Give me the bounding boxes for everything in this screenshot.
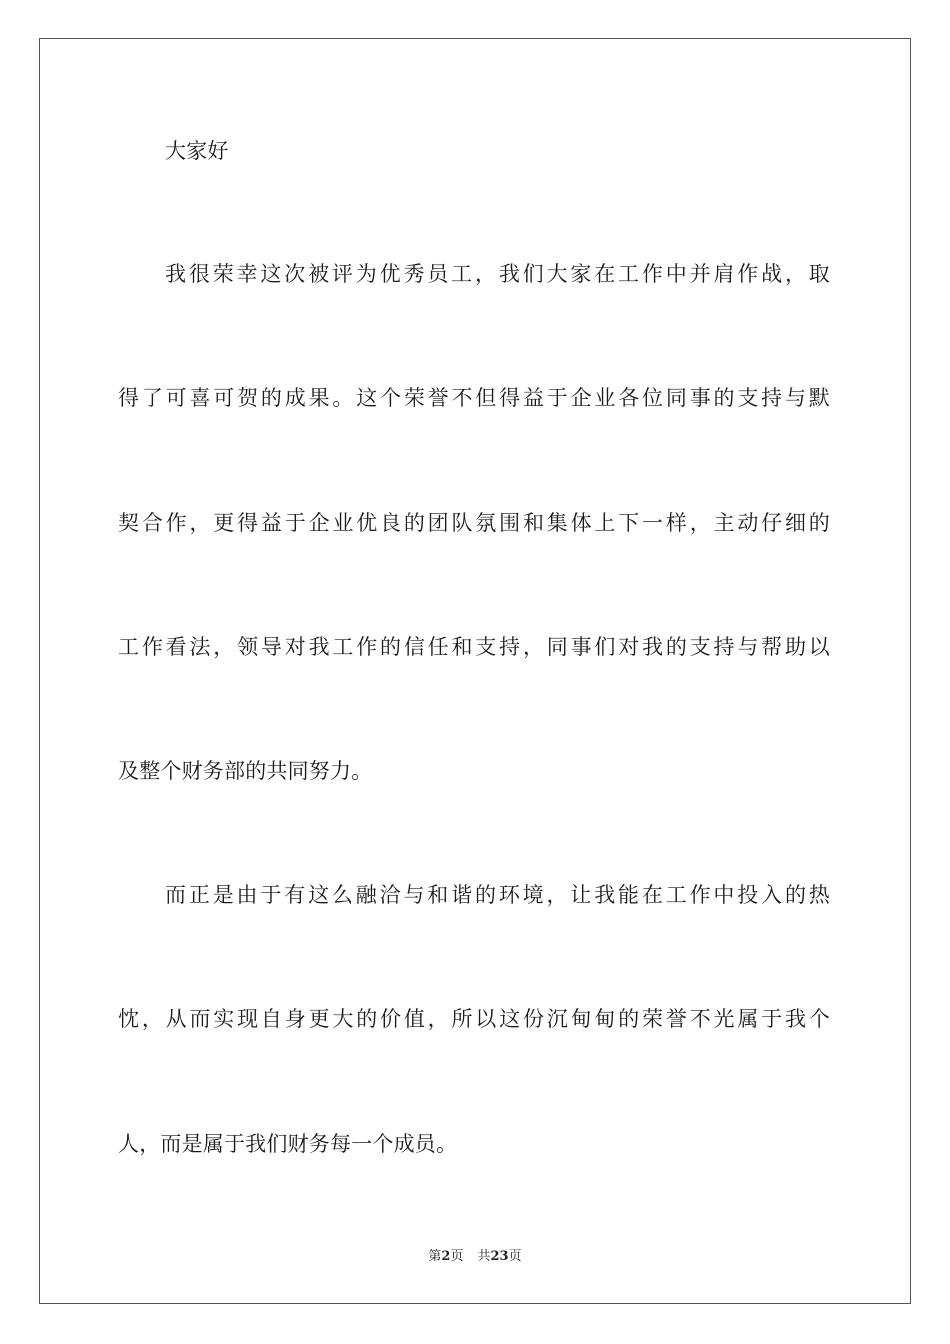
paragraph-1-line-1: 我很荣幸这次被评为优秀员工，我们大家在工作中并肩作战，取	[165, 262, 830, 286]
paragraph-1-line-2: 得了可喜可贺的成果。这个荣誉不但得益于企业各位同事的支持与默	[118, 386, 830, 410]
greeting: 大家好	[165, 139, 229, 163]
paragraph-2-line-2: 忱，从而实现自身更大的价值，所以这份沉甸甸的荣誉不光属于我个	[118, 1007, 830, 1031]
footer-total-prefix: 共	[477, 1249, 491, 1264]
paragraph-1-line-3: 契合作，更得益于企业优良的团队氛围和集体上下一样，主动仔细的	[118, 511, 830, 535]
paragraph-1-line-4: 工作看法，领导对我工作的信任和支持，同事们对我的支持与帮助以	[118, 635, 830, 659]
paragraph-2-line-1: 而正是由于有这么融洽与和谐的环境，让我能在工作中投入的热	[165, 883, 830, 907]
page-footer	[0, 1248, 950, 1266]
footer-page-total: 23	[490, 1249, 509, 1264]
paragraph-2-line-3: 人，而是属于我们财务每一个成员。	[118, 1132, 458, 1156]
page-frame	[39, 38, 911, 1304]
footer-page-suffix: 页	[450, 1249, 464, 1264]
footer-page-prefix: 第	[428, 1249, 442, 1264]
paragraph-1-line-5: 及整个财务部的共同努力。	[118, 759, 373, 783]
footer-page-current: 2	[441, 1249, 451, 1264]
footer-total-suffix: 页	[508, 1249, 522, 1264]
